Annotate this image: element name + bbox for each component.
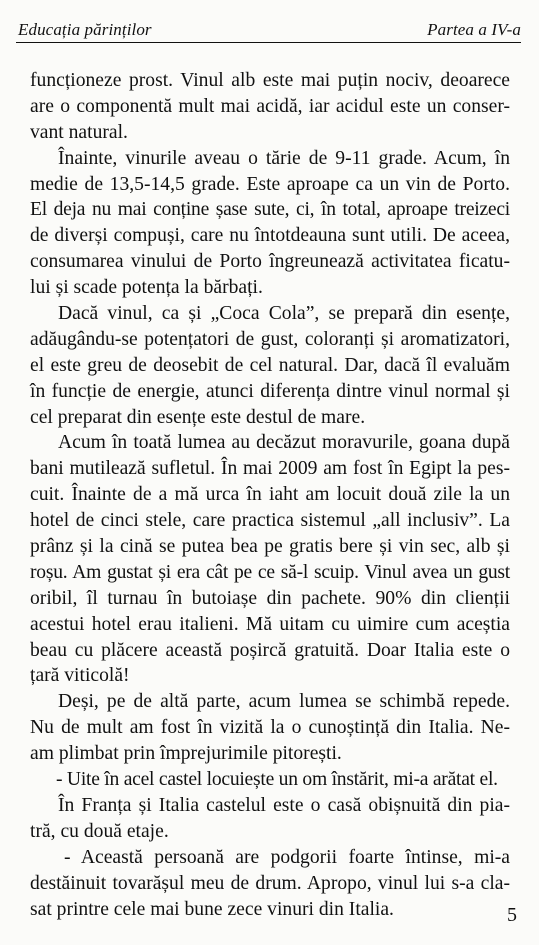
text-line: el este greu de deosebit de cel natural. Dar, dacă îl evaluăm (30, 354, 510, 376)
running-header (18, 12, 521, 40)
text-line: am plimbat prin împrejurimile pitorești. (30, 743, 342, 765)
text-line: consumarea vinului de Porto îngreunează activitatea ficatu- (30, 251, 510, 273)
text-line: Deși, pe de altă parte, acum lumea se schimbă repede. (58, 691, 510, 713)
text-line: are o componentă mult mai acidă, iar acidul este un conser- (30, 95, 510, 117)
text-line: tră, cu două etaje. (30, 820, 169, 842)
header-divider (16, 42, 521, 43)
text-line: - Uite în acel castel locuiește un om înstărit, mi-a arătat el. (56, 769, 498, 791)
text-line: roșu. Am gustat și era cât pe ce să-l scuip. Vinul avea un gust (30, 561, 510, 583)
text-line: adăugându-se potențatori de gust, coloranți și aromatizatori, (30, 328, 510, 350)
header-part-title: Partea a IV-a (427, 20, 521, 39)
text-line: cel preparat din esențe este destul de mare. (30, 406, 366, 428)
text-line: țară viticolă! (30, 665, 130, 687)
text-line: funcționeze prost. Vinul alb este mai puțin nociv, deoarece (30, 70, 510, 91)
text-line: de diverși compuși, care nu întotdeauna sunt utili. De aceea, (30, 225, 510, 247)
text-line: medie de 13,5-14,5 grade. Este aproape ca un vin de Porto. (30, 173, 510, 195)
text-line: Dacă vinul, ca și „Coca Cola”, se prepară din esențe, (58, 303, 510, 325)
text-line: cuit. Înainte de a mă urca în iaht am locuit două zile la un (30, 484, 510, 506)
text-line: Înainte, vinurile aveau o tărie de 9-11 grade. Acum, în (58, 147, 510, 169)
text-line: - Această persoană are podgorii foarte întinse, mi-a (64, 846, 510, 868)
text-line: hotel de cinci stele, care practica sistemul „all inclusiv”. La (30, 510, 510, 532)
text-line: vant natural. (30, 121, 128, 143)
text-line: prânz și la cină se putea bea pe gratis bere și vin sec, alb și (30, 536, 510, 558)
text-line: Acum în toată lumea au decăzut moravurile, goana după (58, 432, 510, 454)
page-number: 5 (507, 904, 517, 926)
text-line: Nu de mult am fost în vizită la o cunoștință din Italia. Ne- (30, 717, 510, 739)
text-line: acestui hotel erau italieni. Mă uitam cu uimire cum aceștia (30, 613, 510, 635)
text-line: lui și scade potența la bărbați. (30, 277, 263, 299)
text-line: oribil, îl turnau în butoiașe din pachete. 90% din clienții (30, 587, 510, 609)
text-line: sat printre cele mai bune zece vinuri din Italia. (30, 898, 394, 920)
text-line: în funcție de energie, atunci diferența dintre vinul normal și (30, 380, 510, 402)
text-line: destăinuit tovarășul meu de drum. Apropo, vinul lui s-a cla- (30, 872, 510, 894)
text-line: El deja nu mai conține șase sute, ci, în total, aproape treizeci (30, 199, 510, 221)
text-line: În Franța și Italia castelul este o casă obișnuită din pia- (58, 794, 510, 816)
header-book-title: Educația părinților (18, 20, 152, 39)
text-line: bani mutilează sufletul. În mai 2009 am fost în Egipt la pes- (30, 458, 510, 480)
text-line: beau cu plăcere această poșircă gratuită. Doar Italia este o (30, 639, 510, 661)
body-text (30, 68, 510, 922)
